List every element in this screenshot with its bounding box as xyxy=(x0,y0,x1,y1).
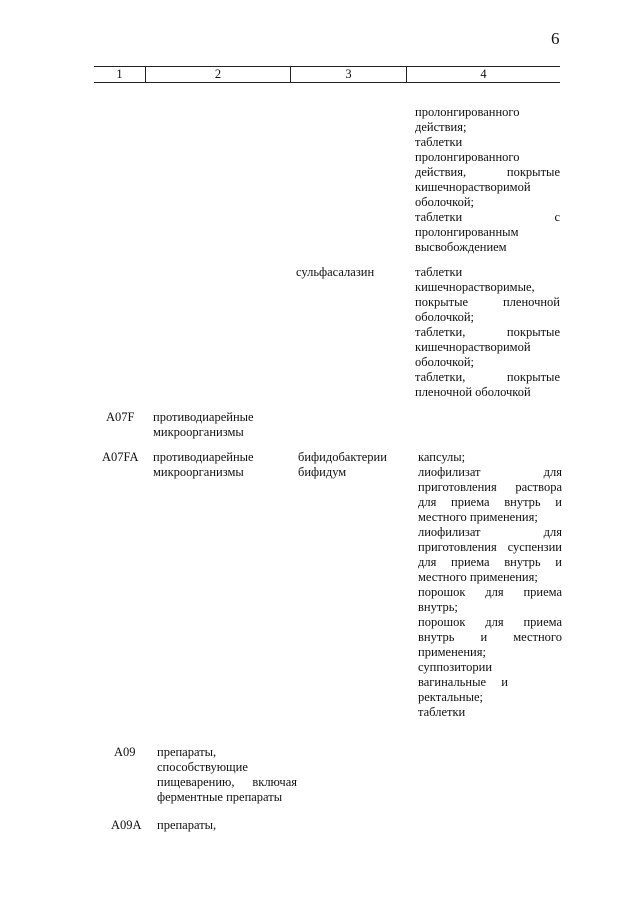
atc-code-a09a: A09A xyxy=(111,818,142,832)
dosage-form: таблетки, покрытые кишечнорастворимой оболочкой; xyxy=(415,325,560,369)
drug-name-bifidobacteria: бифидобактерии бифидум xyxy=(298,450,387,479)
atc-group-a09: препараты, способствующие пищеварению, включая ферментные препараты xyxy=(157,745,297,804)
dosage-form: таблетки кишечнорастворимые, покрытые пленочной оболочкой; xyxy=(415,265,560,324)
dosage-form: таблетки с пролонгированным высвобождением xyxy=(415,210,560,254)
atc-code-a09: A09 xyxy=(114,745,136,759)
header-col-1: 1 xyxy=(116,67,123,81)
atc-code-a07fa: A07FA xyxy=(102,450,139,464)
dosage-forms-bifidobacteria xyxy=(418,450,562,720)
atc-group-a07fa: противодиарейные микроорганизмы xyxy=(153,450,254,479)
dosage-form: порошок для приема внутрь и местного применения; xyxy=(418,615,562,659)
dosage-form: таблетки пролонгированного действия, покрытые кишечнорастворимой оболочкой; xyxy=(415,135,560,209)
dosage-form: лиофилизат для приготовления суспензии для приема внутрь и местного применения; xyxy=(418,525,562,584)
dosage-form: капсулы; xyxy=(418,450,466,464)
page-number: 6 xyxy=(551,29,560,48)
atc-group-a09a: препараты, xyxy=(157,818,217,832)
dosage-form: порошок для приема внутрь; xyxy=(418,585,562,614)
header-col-2: 2 xyxy=(214,67,222,81)
dosage-form: пролонгированного действия; xyxy=(415,105,520,134)
dosage-form: суппозитории вагинальные и ректальные; xyxy=(418,660,508,704)
header-col-3: 3 xyxy=(345,67,352,81)
dosage-form: лиофилизат для приготовления раствора для приема внутрь и местного применения; xyxy=(418,465,562,524)
atc-code-a07f: A07F xyxy=(106,410,135,424)
atc-group-a07f: противодиарейные микроорганизмы xyxy=(153,410,254,439)
drug-name-sulfasalazine: сульфасалазин xyxy=(296,265,375,279)
dosage-forms-continued xyxy=(415,105,560,255)
header-col-4: 4 xyxy=(480,67,487,81)
table-header xyxy=(94,66,560,83)
dosage-form: таблетки, покрытые пленочной оболочкой xyxy=(415,370,560,399)
dosage-forms-sulfasalazine xyxy=(415,265,560,400)
dosage-form: таблетки xyxy=(418,705,466,719)
